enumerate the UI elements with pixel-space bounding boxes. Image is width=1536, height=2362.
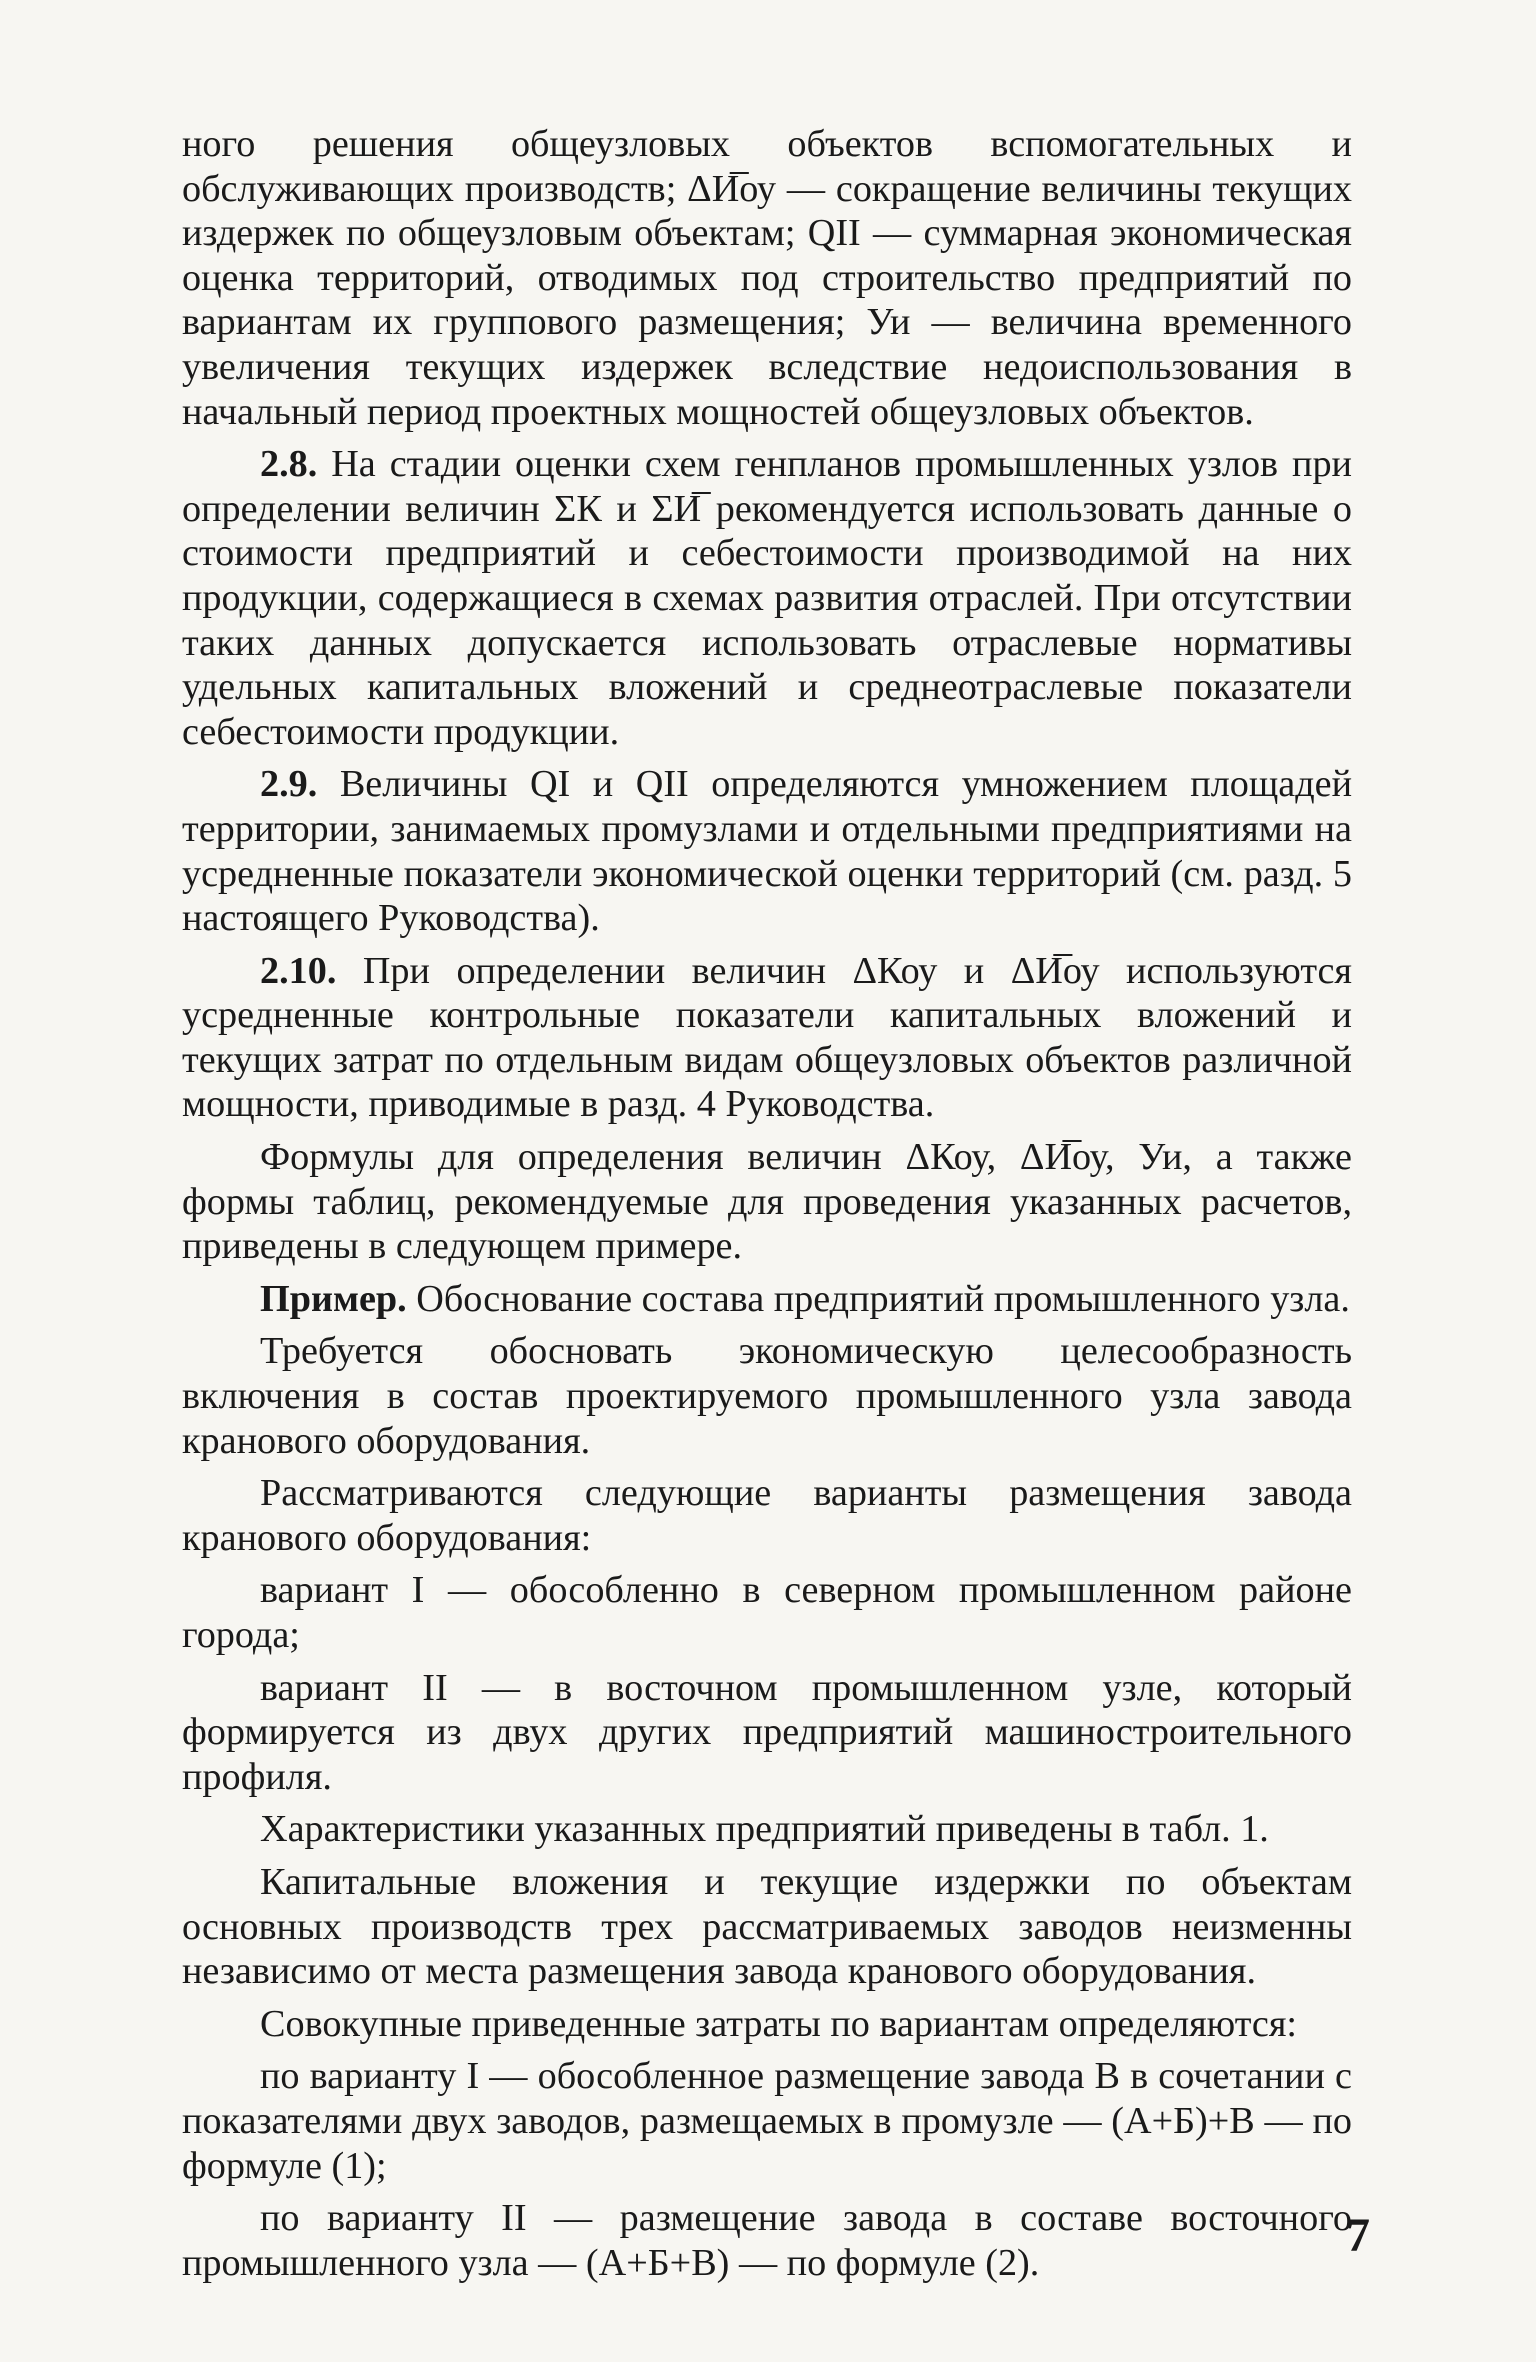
paragraph-total-costs-text: Совокупные приведенные затраты по вариантам определяются: [260, 2002, 1297, 2045]
paragraph-variant-1 [182, 1568, 1352, 1657]
paragraph-variants-intro-text: Рассматриваются следующие варианты размещения завода кранового оборудования: [182, 1472, 1352, 1559]
text-column [182, 122, 1352, 2285]
paragraph-requirement-text: Требуется обосновать экономическую целесообразность включения в состав проектируемого промышленного узла завода кранового оборудования. [182, 1330, 1352, 1462]
section-number-2-10: 2.10. [260, 949, 337, 992]
example-title: Обоснование состава предприятий промышленного узла. [416, 1277, 1350, 1320]
section-number-2-9: 2.9. [260, 763, 318, 806]
paragraph-formula-1 [182, 2054, 1352, 2188]
example-label: Пример. [260, 1277, 407, 1320]
paragraph-example [182, 1277, 1352, 1322]
paragraph-characteristics [182, 1807, 1352, 1852]
paragraph-formulas [182, 1135, 1352, 1269]
paragraph-total-costs [182, 2002, 1352, 2047]
paragraph-formula-1-text: по варианту I — обособленное размещение завода В в сочетании с показателями двух заводов, размещаемых в промузле — (А+Б)+В — по формуле (1); [182, 2055, 1352, 2187]
paragraph-capital-investments [182, 1860, 1352, 1994]
paragraph-2-9-text: Величины QI и QII определяются умножением площадей территории, занимаемых промузлами и отдельными предприятиями на усредненные показатели экономической оценки территорий (см. разд. 5 настоящего Руководства). [182, 763, 1353, 940]
paragraph-formulas-text: Формулы для определения величин ΔКоу, ΔИ̅оу, Уи, а также формы таблиц, рекомендуемые для проведения указанных расчетов, приведены в следующем примере. [182, 1136, 1352, 1268]
page-number: 7 [1346, 2209, 1370, 2262]
paragraph-2-10-text: При определении величин ΔКоу и ΔИ̅оу используются усредненные контрольные показатели капитальных вложений и текущих затрат по отдельным видам общеузловых объектов различной мощности, приводимые в разд. 4 Руководства. [182, 949, 1353, 1126]
paragraph-variant-1-text: вариант I — обособленно в северном промышленном районе города; [182, 1569, 1352, 1656]
section-number-2-8: 2.8. [260, 443, 318, 486]
paragraph-1-text: ного решения общеузловых объектов вспомогательных и обслуживающих производств; ΔИ̅оу — сокращение величины текущих издержек по общеузловым объектам; QII — суммарная экономическая оценка территорий, отводимых под строительство предприятий по вариантам их группового размещения; Уи — величина временного увеличения текущих издержек вследствие недоиспользования в начальный период проектных мощностей общеузловых объектов. [182, 123, 1352, 433]
paragraph-variants-intro [182, 1471, 1352, 1560]
paragraph-2-8-text: На стадии оценки схем генпланов промышленных узлов при определении величин ΣК и ΣИ̅ рекомендуется использовать данные о стоимости предприятий и себестоимости производимой на них продукции, содержащиеся в схемах развития отраслей. При отсутствии таких данных допускается использовать отраслевые нормативы удельных капитальных вложений и среднеотраслевые показатели себестоимости продукции. [182, 443, 1352, 753]
paragraph-variant-2 [182, 1666, 1352, 1800]
paragraph-capital-investments-text: Капитальные вложения и текущие издержки по объектам основных производств трех рассматриваемых заводов неизменны независимо от места размещения завода кранового оборудования. [182, 1860, 1352, 1993]
paragraph-2-9 [182, 762, 1352, 940]
paragraph-variant-2-text: вариант II — в восточном промышленном узле, который формируется из двух других предприятий машиностроительного профиля. [182, 1666, 1352, 1798]
paragraph-2-8 [182, 442, 1352, 754]
paragraph-characteristics-text: Характеристики указанных предприятий приведены в табл. 1. [260, 1808, 1269, 1851]
paragraph-requirement [182, 1329, 1352, 1463]
paragraph-2-10 [182, 949, 1352, 1127]
paragraph-formula-2 [182, 2196, 1352, 2285]
paragraph-formula-2-text: по варианту II — размещение завода в составе восточного промышленного узла — (А+Б+В) — по формуле (2). [182, 2197, 1352, 2284]
paragraph-1 [182, 122, 1352, 434]
